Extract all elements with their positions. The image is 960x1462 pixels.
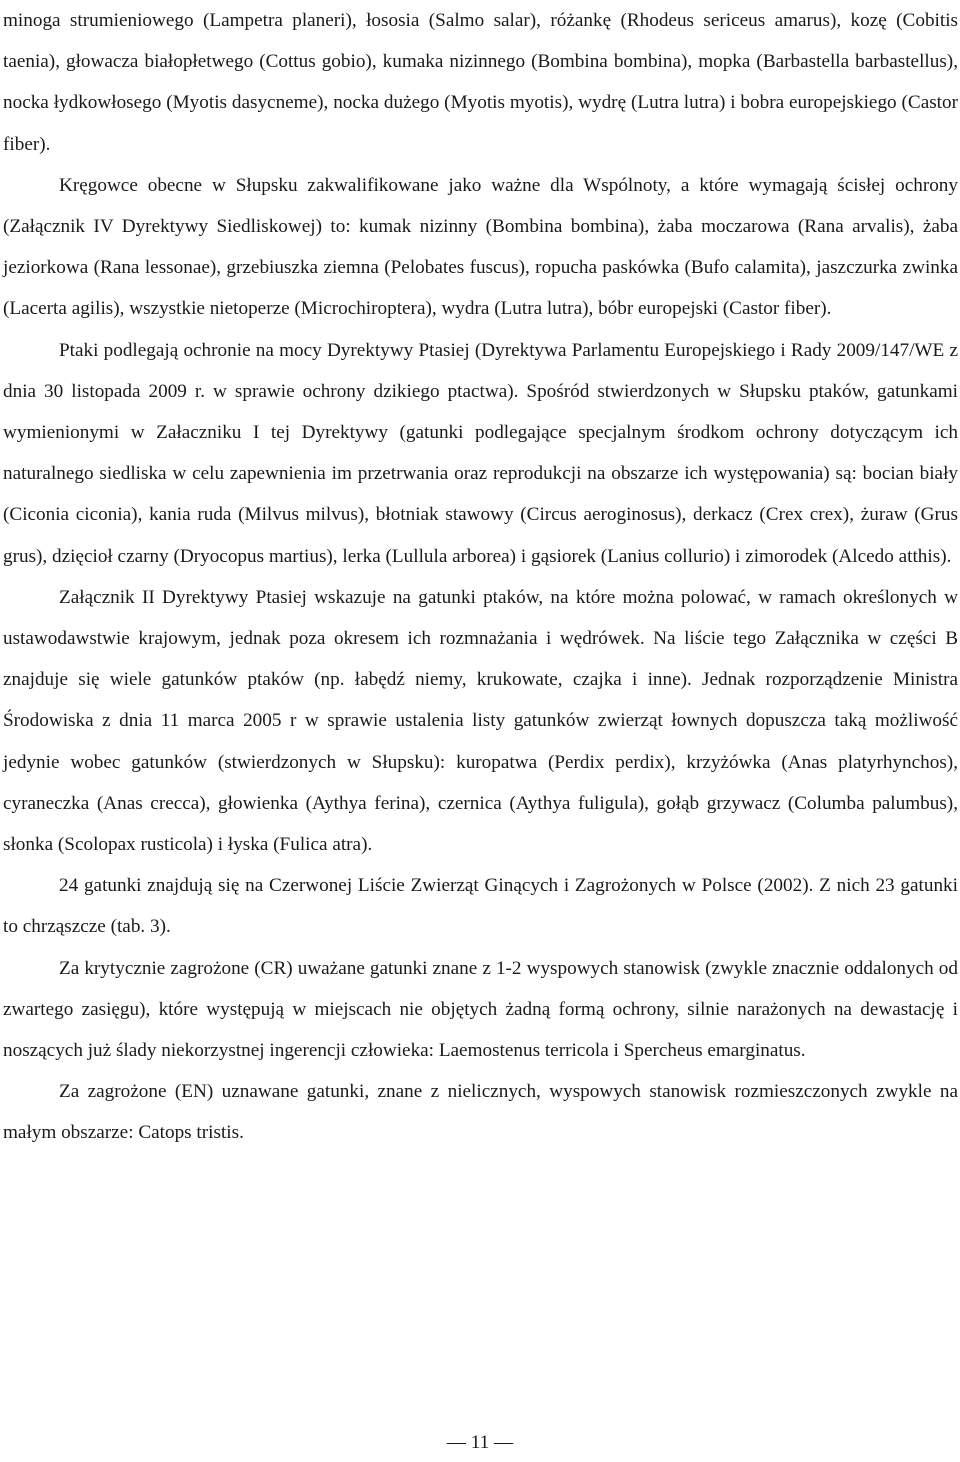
paragraph-red-list: 24 gatunki znajdują się na Czerwonej Liście Zwierząt Ginących i Zagrożonych w Polsce (2002). Z nich 23 gatunki to chrząszcze (tab. 3). <box>3 875 958 938</box>
paragraph-endangered: Za zagrożone (EN) uznawane gatunki, znane z nielicznych, wyspowych stanowisk rozmieszczonych zwykle na małym obszarze: Catops tristis. <box>3 1081 958 1144</box>
paragraph-critically-endangered: Za krytycznie zagrożone (CR) uważane gatunki znane z 1-2 wyspowych stanowisk (zwykle znacznie oddalonych od zwartego zasięgu), które występują w miejscach nie objętych żadną formą ochrony, silnie narażonych na dewastację i noszących już ślady niekorzystnej ingerencji człowieka: Laemostenus terricola i Spercheus emarginatus. <box>3 957 958 1062</box>
paragraph-continuation: minoga strumieniowego (Lampetra planeri), łososia (Salmo salar), różankę (Rhodeus sericeus amarus), kozę (Cobitis taenia), głowacza białopłetwego (Cottus gobio), kumaka nizinnego (Bombina bombina), mopka (Barbastella barbastellus), nocka łydkowłosego (Myotis dasycneme), nocka dużego (Myotis myotis), wydrę (Lutra lutra) i bobra europejskiego (Castor fiber). <box>3 10 958 155</box>
page-number: — 11 — <box>446 1432 514 1453</box>
paragraph-birds-directive: Ptaki podlegają ochronie na mocy Dyrektywy Ptasiej (Dyrektywa Parlamentu Europejskiego i Rady 2009/147/WE z dnia 30 listopada 2009 r. w sprawie ochrony dzikiego ptactwa). Spośród stwierdzonych w Słupsku ptaków, gatunkami wymienionymi w Załaczniku I tej Dyrektywy (gatunki podlegające specjalnym środkom ochrony dotyczącym ich naturalnego siedliska w celu zapewnienia im przetrwania oraz reprodukcji na obszarze ich występowania) są: bocian biały (Ciconia ciconia), kania ruda (Milvus milvus), błotniak stawowy (Circus aeroginosus), derkacz (Crex crex), żuraw (Grus grus), dzięcioł czarny (Dryocopus martius), lerka (Lullula arborea) i gąsiorek (Lanius collurio) i zimorodek (Alcedo atthis). <box>3 339 958 567</box>
document-page <box>3 0 958 1154</box>
paragraph-vertebrates: Kręgowce obecne w Słupsku zakwalifikowane jako ważne dla Wspólnoty, a które wymagają ścisłej ochrony (Załącznik IV Dyrektywy Siedliskowej) to: kumak nizinny (Bombina bombina), żaba moczarowa (Rana arvalis), żaba jeziorkowa (Rana lessonae), grzebiuszka ziemna (Pelobates fuscus), ropucha paskówka (Bufo calamita), jaszczurka zwinka (Lacerta agilis), wszystkie nietoperze (Microchiroptera), wydra (Lutra lutra), bóbr europejski (Castor fiber). <box>3 174 958 320</box>
paragraph-annex-ii: Załącznik II Dyrektywy Ptasiej wskazuje na gatunki ptaków, na które można polować, w ramach określonych w ustawodawstwie krajowym, jednak poza okresem ich rozmnażania i wędrówek. Na liście tego Załącznika w części B znajduje się wiele gatunków ptaków (np. łabędź niemy, krukowate, czajka i inne). Jednak rozporządzenie Ministra Środowiska z dnia 11 marca 2005 r w sprawie ustalenia listy gatunków zwierząt łownych dopuszcza taką możliwość jedynie wobec gatunków (stwierdzonych w Słupsku): kuropatwa (Perdix perdix), krzyżówka (Anas platyrhynchos), cyraneczka (Anas crecca), głowienka (Aythya ferina), czernica (Aythya fuligula), gołąb grzywacz (Columba palumbus), słonka (Scolopax rusticola) i łyska (Fulica atra). <box>3 586 958 856</box>
